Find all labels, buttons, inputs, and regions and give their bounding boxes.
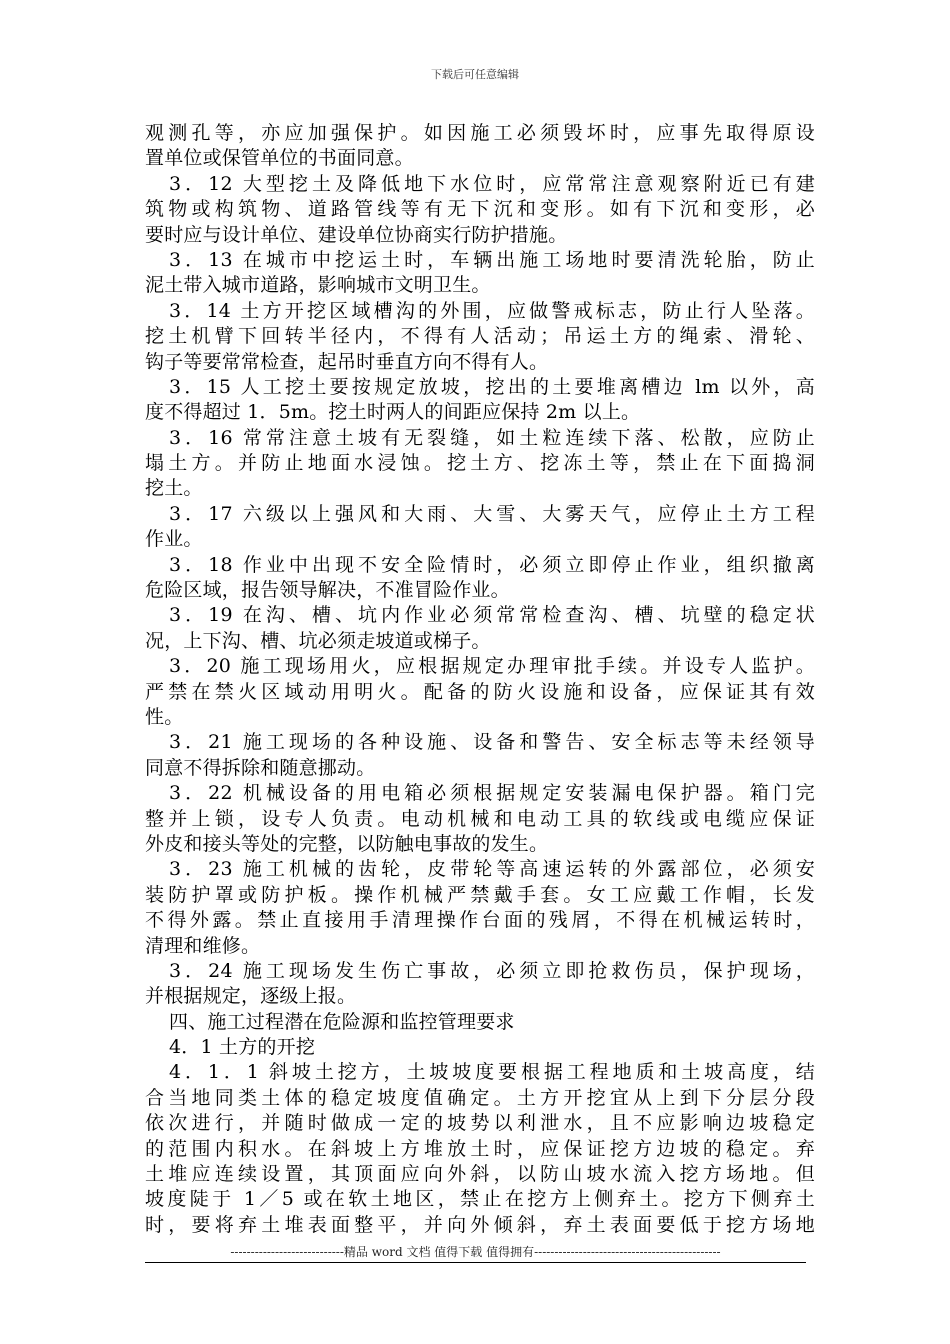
paragraph bbox=[145, 426, 815, 502]
text-line: 塌土方。并防止地面水浸蚀。挖土方、挖冻土等，禁止在下面捣洞 bbox=[145, 452, 815, 475]
text-line: 危险区域，报告领导解决，不准冒险作业。 bbox=[145, 579, 510, 602]
text-line: 钩子等要常常检查，起吊时垂直方向不得有人。 bbox=[145, 350, 549, 373]
text-line: 4．1．1 斜坡土挖方，土坡坡度要根据工程地质和土坡高度，结 bbox=[169, 1061, 815, 1084]
text-line: 3．12 大型挖土及降低地下水位时，应常常注意观察附近已有建 bbox=[169, 172, 815, 195]
text-line: 3．17 六级以上强风和大雨、大雪、大雾天气，应停止土方工程 bbox=[169, 502, 815, 525]
paragraph bbox=[145, 730, 815, 781]
text-line: 装防护罩或防护板。操作机械严禁戴手套。女工应戴工作帽，长发 bbox=[145, 883, 815, 906]
text-line: 整并上锁，设专人负责。电动机械和电动工具的软线或电缆应保证 bbox=[145, 807, 815, 830]
text-line: 挖土机臂下回转半径内，不得有人活动；吊运土方的绳索、滑轮、 bbox=[145, 325, 815, 348]
text-line: 4．1 土方的开挖 bbox=[169, 1036, 316, 1059]
text-line: 土堆应连续设置，其顶面应向外斜，以防山坡水流入挖方场地。但 bbox=[145, 1163, 815, 1186]
paragraph bbox=[145, 857, 815, 959]
text-line: 度不得超过 1．5m。挖土时两人的间距应保持 2m 以上。 bbox=[145, 401, 641, 424]
text-line: 3．20 施工现场用火，应根据规定办理审批手续。并设专人监护。 bbox=[169, 655, 815, 678]
paragraph bbox=[145, 248, 815, 299]
text-line: 合当地同类土体的稳定坡度值确定。土方开挖宜从上到下分层分段 bbox=[145, 1086, 815, 1109]
text-line: 况，上下沟、槽、坑必须走坡道或梯子。 bbox=[145, 629, 491, 652]
text-line: 3．21 施工现场的各种设施、设备和警告、安全标志等未经领导 bbox=[169, 731, 815, 754]
text-line: 3．15 人工挖土要按规定放坡，挖出的土要堆离槽边 lm 以外，高 bbox=[169, 375, 815, 398]
paragraph bbox=[145, 959, 815, 1010]
paragraph bbox=[145, 172, 815, 248]
text-line: 3．24 施工现场发生伤亡事故，必须立即抢救伤员，保护现场， bbox=[169, 959, 815, 982]
text-line: 外皮和接头等处的完整，以防触电事故的发生。 bbox=[145, 832, 549, 855]
paragraph bbox=[145, 1010, 815, 1035]
paragraph bbox=[145, 502, 815, 553]
text-line: 性。 bbox=[145, 705, 184, 728]
text-line: 严禁在禁火区域动用明火。配备的防火设施和设备，应保证其有效 bbox=[145, 680, 815, 703]
text-line: 要时应与设计单位、建设单位协商实行防护措施。 bbox=[145, 223, 568, 246]
paragraph bbox=[145, 121, 815, 172]
paragraph bbox=[145, 1060, 815, 1238]
text-line: 3．19 在沟、槽、坑内作业必须常常检查沟、槽、坑壁的稳定状 bbox=[169, 604, 815, 627]
text-line: 坡度陡于 1／5 或在软土地区，禁止在挖方上侧弃土。挖方下侧弃土 bbox=[145, 1188, 815, 1211]
paragraph bbox=[145, 781, 815, 857]
paragraph bbox=[145, 654, 815, 730]
paragraph bbox=[145, 375, 815, 426]
text-line: 并根据规定，逐级上报。 bbox=[145, 985, 357, 1008]
page-header: 下载后可任意编辑 bbox=[431, 68, 519, 81]
text-line: 时，要将弃土堆表面整平，并向外倾斜，弃土表面要低于挖方场地 bbox=[145, 1213, 815, 1236]
text-line: 不得外露。禁止直接用手清理操作台面的残屑，不得在机械运转时， bbox=[145, 909, 815, 932]
paragraph bbox=[145, 299, 815, 375]
text-line: 筑物或构筑物、道路管线等有无下沉和变形。如有下沉和变形，必 bbox=[145, 198, 815, 221]
text-line: 同意不得拆除和随意挪动。 bbox=[145, 756, 376, 779]
text-line: 的范围内积水。在斜坡上方堆放土时，应保证挖方边坡的稳定。弃 bbox=[145, 1137, 815, 1160]
text-line: 3．13 在城市中挖运土时，车辆出施工场地时要清洗轮胎，防止 bbox=[169, 248, 815, 271]
text-line: 3．14 土方开挖区域槽沟的外围，应做警戒标志，防止行人坠落。 bbox=[169, 299, 815, 322]
text-line: 3．23 施工机械的齿轮，皮带轮等高速运转的外露部位，必须安 bbox=[169, 858, 815, 881]
text-line: 四、施工过程潜在危险源和监控管理要求 bbox=[169, 1010, 515, 1033]
document-body bbox=[145, 121, 815, 1238]
paragraph bbox=[145, 1035, 815, 1060]
text-line: 3．16 常常注意土坡有无裂缝，如土粒连续下落、松散，应防止 bbox=[169, 426, 815, 449]
text-line: 依次进行，并随时做成一定的坡势以利泄水，且不应影响边坡稳定 bbox=[145, 1112, 815, 1135]
text-line: 置单位或保管单位的书面同意。 bbox=[145, 147, 414, 170]
text-line: 作业。 bbox=[145, 528, 203, 551]
text-line: 3．22 机械设备的用电箱必须根据规定安装漏电保护器。箱门完 bbox=[169, 782, 815, 805]
text-line: 挖土。 bbox=[145, 477, 203, 500]
text-line: 观测孔等，亦应加强保护。如因施工必须毁坏时，应事先取得原设 bbox=[145, 122, 815, 144]
paragraph bbox=[145, 603, 815, 654]
footer-divider bbox=[145, 1262, 806, 1263]
text-line: 3．18 作业中出现不安全险情时，必须立即停止作业，组织撤离 bbox=[169, 553, 815, 576]
text-line: 泥土带入城市道路，影响城市文明卫生。 bbox=[145, 274, 491, 297]
text-line: 清理和维修。 bbox=[145, 934, 261, 957]
paragraph bbox=[145, 553, 815, 604]
page-footer: ----------------------------精品 word 文档 值得下载 值得拥有---------------------------------------------- bbox=[230, 1245, 721, 1259]
